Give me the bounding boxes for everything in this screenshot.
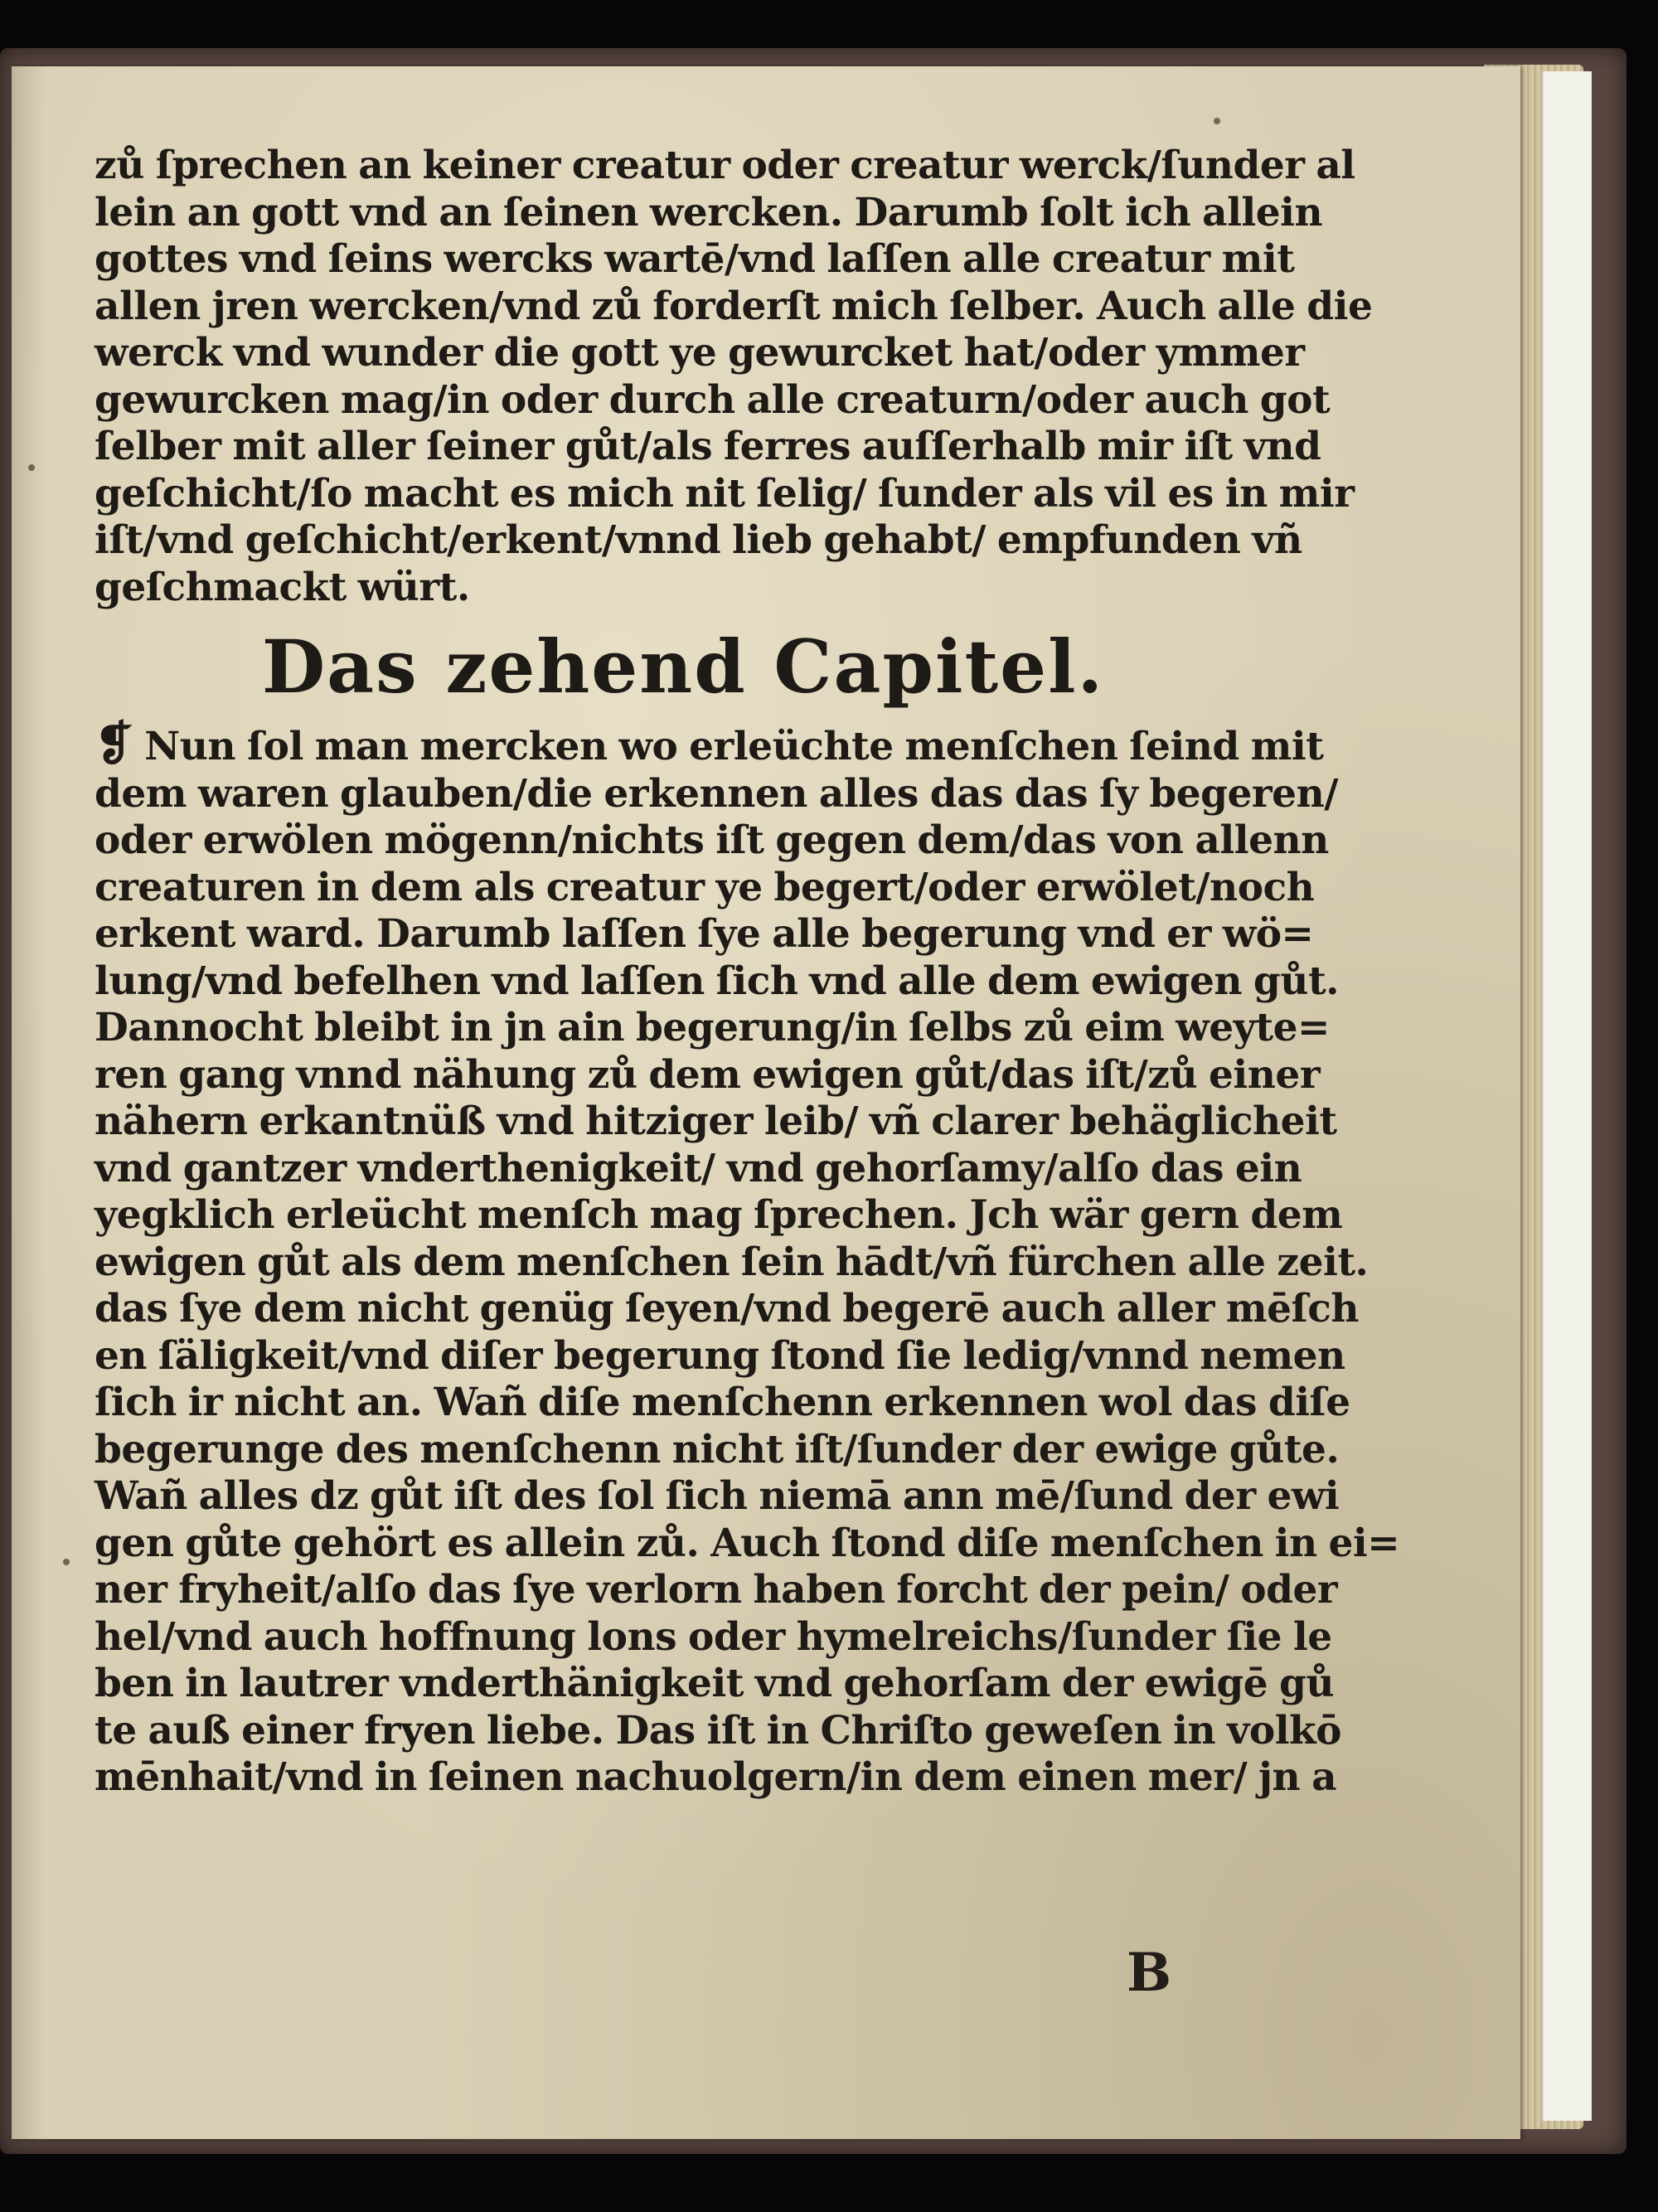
text-line: vnd gantzer vnderthenigkeit/ vnd gehorſamy/alſo das ein [95,1145,1302,1191]
text-line: erkent ward. Darumb laſſen ſye alle begerung vnd er wö= [95,911,1314,957]
text-line: ren gang vnnd nähung zů dem ewigen gůt/das iſt/zů einer [95,1051,1321,1098]
text-line: lein an gott vnd an ſeinen wercken. Darumb ſolt ich allein [95,189,1323,235]
text-line: nähern erkantnüß vnd hitziger leib/ vñ clarer behäglicheit [95,1099,1337,1144]
text-line: yegklich erleücht menſch mag ſprechen. Jch wär gern dem [95,1192,1343,1238]
text-line: das ſye dem nicht genüg ſeyen/vnd begerē auch aller mēſch [95,1286,1360,1332]
margin-mark [28,464,35,471]
text-line: hel/vnd auch hoffnung lons oder hymelreichs/ſunder ſie le [95,1613,1332,1660]
text-line: iſt/vnd geſchicht/erkent/vnnd lieb gehabt/ empfunden vñ [95,517,1302,563]
margin-mark [1214,118,1220,124]
chapter-heading: Das zehend Capitel. [261,623,1105,710]
text-line: zů ſprechen an keiner creatur oder creatur werck/ſunder al [95,143,1355,188]
text-line: gen gůte gehört es allein zů. Auch ſtond diſe menſchen in ei= [95,1520,1400,1566]
signature-mark: B [1127,1942,1172,2004]
text-line: werck vnd wunder die gott ye gewurcket hat/oder ymmer [95,330,1305,376]
text-line: Wañ alles dz gůt iſt des ſol ſich niemā ann mē/ſund der ewi [95,1473,1340,1519]
text-line: creaturen in dem als creatur ye begert/oder erwölet/noch [95,864,1315,910]
text-line: ſich ir nicht an. Wañ diſe menſchenn erkennen wol das diſe [95,1380,1350,1425]
white-insert-sheet [1542,71,1592,2121]
text-line: dem waren glauben/die erkennen alles das das ſy begeren/ [95,770,1338,817]
text-line: en ſäligkeit/vnd diſer begerung ſtond ſie ledig/vnnd nemen [95,1332,1345,1379]
text-line: lung/vnd befelhen vnd laſſen ſich vnd alle dem ewigen gůt. [95,958,1340,1004]
text-line: gewurcken mag/in oder durch alle creaturn/oder auch got [95,376,1331,423]
text-line: gottes vnd ſeins wercks wartē/vnd laſſen alle creatur mit [95,236,1295,282]
text-line: oder erwölen mögenn/nichts iſt gegen dem/das von allenn [95,817,1329,863]
text-block [95,143,1400,1802]
text-line: mēnhait/vnd in ſeinen nachuolgern/in dem einen mer/ jn a [95,1754,1337,1800]
text-line: ewigen gůt als dem menſchen ſein hādt/vñ fürchen alle zeit. [95,1239,1369,1285]
text-line: ſelber mit aller ſeiner gůt/als ferres auſſerhalb mir iſt vnd [95,424,1321,469]
text-line: Nun ſol man mercken wo erleüchte menſchen ſeind mit [144,724,1324,769]
text-line: geſchmackt würt. [95,564,470,610]
margin-mark [63,1559,70,1565]
text-line: geſchicht/ſo macht es mich nit ſelig/ ſunder als vil es in mir [95,470,1355,517]
text-line: begerunge des menſchenn nicht iſt/ſunder der ewige gůte. [95,1426,1340,1472]
text-line: ben in lautrer vnderthänigkeit vnd gehorſam der ewigē gů [95,1661,1335,1706]
book-page [12,66,1520,2139]
text-line: allen jren wercken/vnd zů forderſt mich ſelber. Auch alle die [95,283,1373,329]
text-line: Dannocht bleibt in jn ain begerung/in ſelbs zů eim weyte= [95,1005,1330,1050]
pilcrow-icon: ❡ [95,716,133,771]
text-line: te auß einer fryen liebe. Das iſt in Chriſto geweſen in volkō [95,1707,1341,1754]
text-line: ner fryheit/alſo das ſye verlorn haben forcht der pein/ oder [95,1567,1338,1613]
paragraph-first-line [95,716,1324,771]
